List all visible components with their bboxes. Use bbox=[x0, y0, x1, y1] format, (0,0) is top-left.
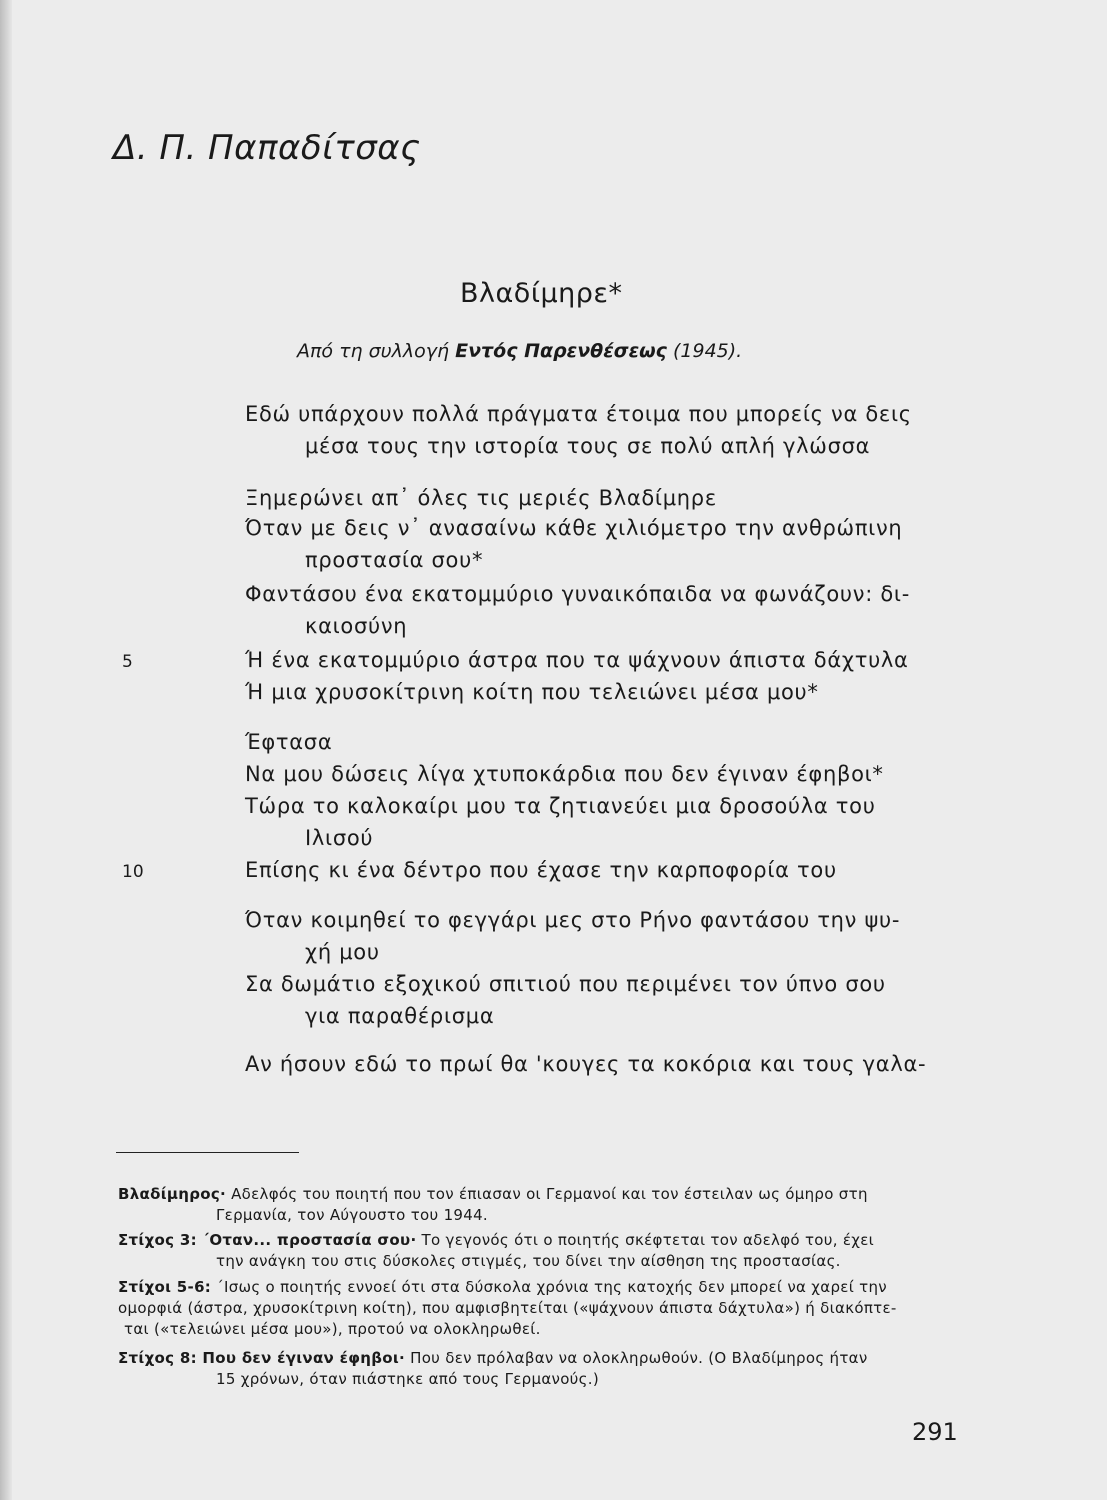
verse-line: Σα δωμάτιο εξοχικού σπιτιού που περιμένει τον ύπνο σου bbox=[245, 972, 886, 996]
footnote-text-cont: 15 χρόνων, όταν πιάστηκε από τους Γερμανούς.) bbox=[216, 1370, 599, 1388]
verse-line: Ξημερώνει απ᾽ όλες τις μεριές Βλαδίμηρε bbox=[245, 486, 717, 510]
verse-line: Να μου δώσεις λίγα χτυποκάρδια που δεν έγιναν έφηβοι* bbox=[245, 762, 884, 786]
epigraph-line: Εδώ υπάρχουν πολλά πράγματα έτοιμα που μπορείς να δεις bbox=[245, 402, 912, 426]
footnote-text-cont: ται («τελειώνει μέσα μου»), προτού να ολοκληρωθεί. bbox=[124, 1320, 541, 1338]
footnote-term: Βλαδίμηρος· bbox=[118, 1185, 227, 1203]
footnote-text: ΄Ισως ο ποιητής εννοεί ότι στα δύσκολα χρόνια της κατοχής δεν μπορεί να χαρεί την bbox=[211, 1278, 887, 1296]
verse-line: Φαντάσου ένα εκατομμύριο γυναικόπαιδα να φωνάζουν: δι- bbox=[245, 582, 911, 606]
footnote-text: Το γεγονός ότι ο ποιητής σκέφτεται τον αδελφό του, έχει bbox=[416, 1231, 875, 1249]
verse-line: Ή μια χρυσοκίτρινη κοίτη που τελειώνει μέσα μου* bbox=[245, 680, 819, 704]
verse-line: Ή ένα εκατομμύριο άστρα που τα ψάχνουν άπιστα δάχτυλα bbox=[245, 648, 909, 672]
epigraph-line: μέσα τους την ιστορία τους σε πολύ απλή γλώσσα bbox=[305, 434, 871, 458]
footnote-divider bbox=[116, 1152, 299, 1153]
poem-source bbox=[297, 340, 742, 362]
footnote-term: Στίχος 3: ΄Οταν... προστασία σου· bbox=[118, 1231, 417, 1249]
footnote-term: Στίχος 8: Που δεν έγιναν έφηβοι· bbox=[118, 1349, 406, 1367]
source-suffix: (1945). bbox=[666, 340, 743, 362]
footnote bbox=[118, 1277, 897, 1340]
source-book-title: Εντός Παρενθέσεως bbox=[455, 340, 667, 362]
footnote-text: Αδελφός του ποιητή που τον έπιασαν οι Γερμανοί και τον έστειλαν ως όμηρο στη bbox=[226, 1185, 868, 1203]
verse-line-cont: καιοσύνη bbox=[305, 614, 408, 638]
poem-title: Βλαδίμηρε* bbox=[460, 278, 623, 309]
verse-line-cont: Ιλισού bbox=[305, 826, 374, 850]
page-edge-shadow bbox=[0, 0, 12, 1500]
footnote-text-cont: ομορφιά (άστρα, χρυσοκίτρινη κοίτη), που αμφισβητείται («ψάχνουν άπιστα δάχτυλα») ή διακόπτε- bbox=[118, 1299, 897, 1317]
verse-line: Όταν με δεις ν᾽ ανασαίνω κάθε χιλιόμετρο την ανθρώπινη bbox=[245, 516, 903, 540]
verse-line: Αν ήσουν εδώ το πρωί θα 'κουγες τα κοκόρια και τους γαλα- bbox=[245, 1052, 927, 1076]
footnote bbox=[118, 1348, 868, 1390]
author-name: Δ. Π. Παπαδίτσας bbox=[113, 128, 421, 168]
source-prefix: Από τη συλλογή bbox=[297, 340, 456, 362]
footnote bbox=[118, 1184, 868, 1226]
page-number: 291 bbox=[912, 1418, 958, 1446]
verse-line-cont: για παραθέρισμα bbox=[305, 1004, 495, 1028]
footnote-text: Που δεν πρόλαβαν να ολοκληρωθούν. (Ο Βλαδίμηρος ήταν bbox=[405, 1349, 868, 1367]
verse-line-cont: χή μου bbox=[305, 940, 380, 964]
verse-line: Όταν κοιμηθεί το φεγγάρι μες στο Ρήνο φαντάσου την ψυ- bbox=[245, 908, 901, 932]
line-number: 5 bbox=[122, 652, 133, 672]
footnote-text-cont: την ανάγκη του στις δύσκολες στιγμές, του δίνει την αίσθηση της προστασίας. bbox=[216, 1252, 841, 1270]
verse-line: Έφτασα bbox=[245, 730, 333, 754]
footnote-text-cont: Γερμανία, τον Αύγουστο του 1944. bbox=[216, 1206, 489, 1224]
line-number: 10 bbox=[122, 862, 144, 882]
verse-line: Επίσης κι ένα δέντρο που έχασε την καρποφορία του bbox=[245, 858, 837, 882]
footnote bbox=[118, 1230, 874, 1272]
footnote-term: Στίχοι 5-6: bbox=[118, 1278, 212, 1296]
verse-line: Τώρα το καλοκαίρι μου τα ζητιανεύει μια δροσούλα του bbox=[245, 794, 876, 818]
verse-line-cont: προστασία σου* bbox=[305, 548, 484, 572]
